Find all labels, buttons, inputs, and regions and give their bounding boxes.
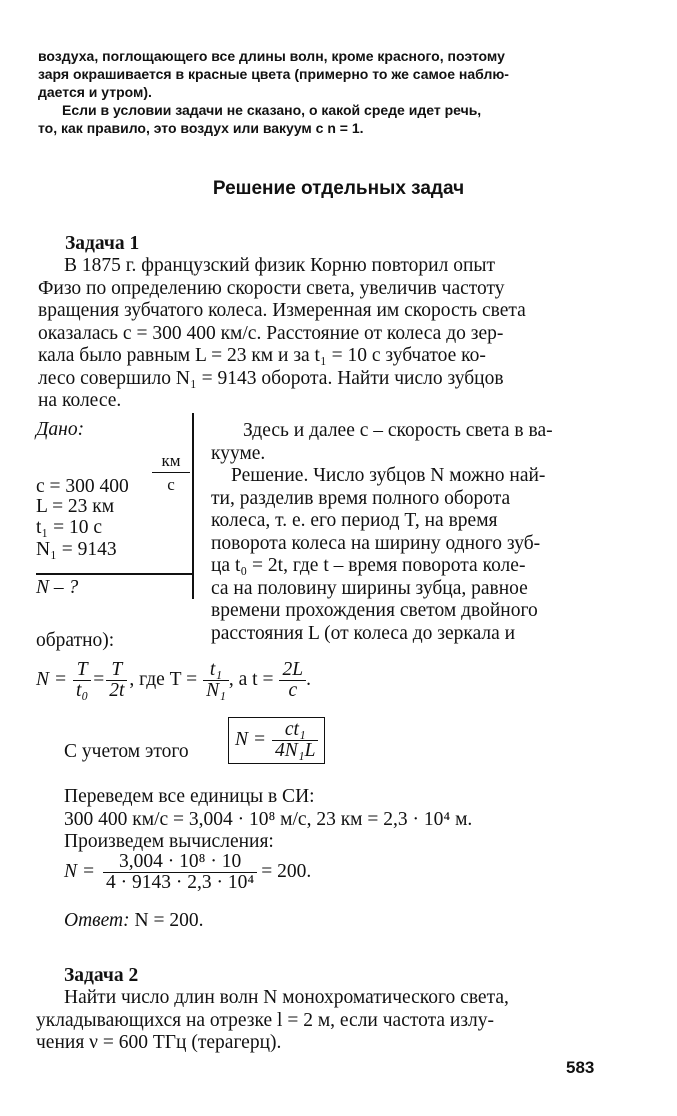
with-this-label: С учетом этого: [64, 741, 189, 762]
formula-equals: =: [93, 669, 105, 691]
statement-line: кала было равным L = 23 км и за t₁ = 10 с зубчатое ко-: [38, 345, 486, 366]
boxed-formula-frame: [228, 717, 325, 764]
fraction-num: ct₁: [284, 719, 306, 740]
given-title: Дано:: [36, 419, 85, 440]
statement-line: В 1875 г. французский физик Корню повторил опыт: [64, 255, 496, 276]
intro-paragraph: [38, 47, 638, 137]
solution-line: ца t₀ = 2t, где t – время поворота коле-: [211, 555, 526, 576]
intro-line: воздуха, поглощающего все длины волн, кроме красного, поэтому: [38, 48, 505, 64]
si-line: 300 400 км/с = 3,004 · 10⁸ м/с, 23 км = 2,3 · 10⁴ м.: [64, 808, 473, 830]
calc-line: Произведем вычисления:: [64, 831, 274, 852]
statement-line: Физо по определению скорости света, увеличив частоту: [38, 277, 505, 299]
solution-line: са на половину ширины зубца, равное: [211, 577, 528, 599]
solution-line: Решение. Число зубцов N можно най-: [231, 465, 546, 486]
fraction-num: T: [111, 659, 123, 680]
boxed-N: N =: [235, 729, 267, 751]
calc-formula: [64, 852, 311, 893]
given-block: [36, 413, 192, 599]
given-c: c = 300 400: [36, 476, 129, 497]
period-formula: [36, 660, 311, 701]
given-N1: N₁ = 9143: [36, 539, 117, 560]
fraction-num: t₁: [209, 659, 223, 680]
solution-line: колеса, т. е. его период T, на время: [211, 510, 498, 531]
si-line: Переведем все единицы в СИ:: [64, 786, 315, 807]
statement-line: на колесе.: [38, 390, 122, 411]
task1-heading: Задача 1: [65, 233, 140, 254]
fraction-den: N₁: [203, 680, 229, 701]
fraction-num: 3,004 · 10⁸ · 10: [119, 851, 242, 872]
answer-line: [64, 910, 203, 933]
calc-fraction: [103, 852, 257, 893]
intro-line: то, как правило, это воздух или вакуум с n = 1.: [38, 120, 364, 136]
calc-N: N =: [64, 861, 96, 883]
fraction-den: c: [279, 680, 306, 701]
formula-end: .: [306, 669, 311, 691]
given-find: N – ?: [36, 577, 79, 598]
solution-line: расстояния L (от колеса до зеркала и: [211, 622, 516, 644]
statement-line: чения ν = 600 ТГц (терагерц).: [36, 1032, 282, 1053]
answer-label: Ответ:: [64, 910, 130, 931]
statement-line: лесо совершило N₁ = 9143 оборота. Найти число зубцов: [38, 367, 504, 389]
unit-denominator: с: [152, 472, 190, 494]
formula-where: , где T =: [129, 669, 198, 691]
boxed-formula: [228, 717, 325, 764]
calc-result: = 200.: [261, 861, 312, 883]
task1-statement: [38, 255, 658, 413]
si-block: [64, 786, 654, 854]
given-t1: t₁ = 10 с: [36, 517, 102, 538]
fraction-den: 4 · 9143 · 2,3 · 10⁴: [103, 872, 257, 893]
task2-heading: Задача 2: [64, 965, 139, 986]
solution-column: [211, 420, 606, 645]
fraction-t1-over-N1: [203, 660, 229, 701]
solution-line: кууме.: [211, 442, 266, 464]
fraction-num: 2L: [282, 659, 304, 680]
task2-statement: [36, 987, 656, 1055]
statement-line: оказалась c = 300 400 км/с. Расстояние от колеса до зер-: [38, 322, 504, 344]
intro-line: заря окрашивается в красные цвета (примерно то же самое наблю-: [38, 66, 509, 82]
solution-line: ти, разделив время полного оборота: [211, 487, 511, 509]
fraction-2L-over-c: [279, 660, 306, 701]
unit-numerator: км: [161, 451, 181, 470]
fraction-den: t₀: [73, 680, 91, 701]
given-horizontal-divider: [36, 573, 193, 575]
formula-and: , а t =: [228, 669, 274, 691]
statement-line: укладывающихся на отрезке l = 2 м, если частота излу-: [36, 1009, 495, 1031]
fraction-den: 2t: [106, 680, 127, 701]
fraction-num: T: [76, 659, 88, 680]
solution-line: поворота колеса на ширину одного зуб-: [211, 532, 541, 554]
fraction-T-over-t0: [73, 660, 91, 701]
given-L: L = 23 км: [36, 496, 115, 517]
fraction-den: 4N₁L: [272, 740, 318, 761]
page-number: 583: [566, 1058, 595, 1077]
given-c-unit: [152, 451, 190, 494]
intro-line: Если в условии задачи не сказано, о какой среде идет речь,: [62, 102, 482, 118]
section-title: Решение отдельных задач: [212, 178, 465, 199]
intro-line: дается и утром).: [38, 84, 152, 100]
boxed-fraction: [272, 720, 318, 761]
given-vertical-divider: [192, 413, 194, 599]
continuation-text: обратно):: [36, 630, 115, 651]
solution-line: Здесь и далее c – скорость света в ва-: [243, 420, 553, 441]
fraction-T-over-2t: [106, 660, 127, 701]
solution-line: времени прохождения светом двойного: [211, 600, 538, 621]
statement-line: вращения зубчатого колеса. Измеренная им скорость света: [38, 300, 526, 321]
formula-N: N =: [36, 669, 68, 691]
statement-line: Найти число длин волн N монохроматического света,: [64, 987, 509, 1008]
answer-value: N = 200.: [134, 910, 204, 931]
